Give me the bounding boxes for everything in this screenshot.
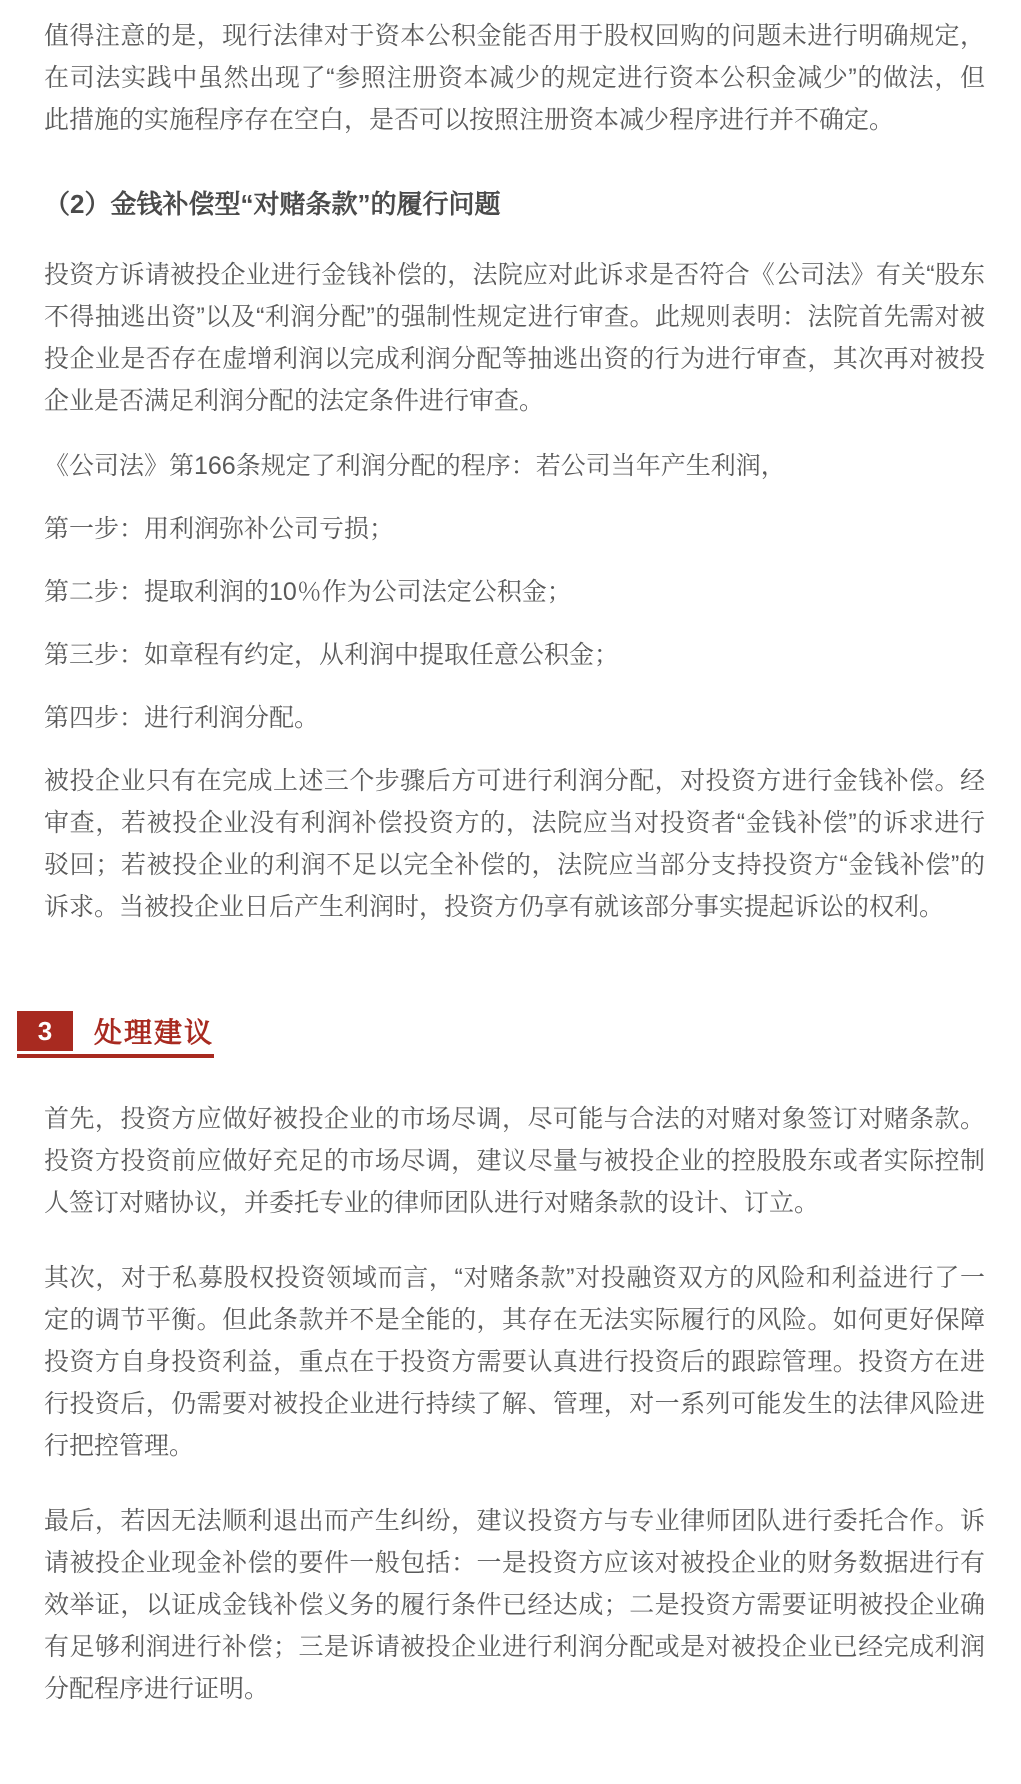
subheading-money-compensation-clause: （2）金钱补偿型“对赌条款”的履行问题 xyxy=(44,189,501,219)
step-line-3: 第三步：如章程有约定，从利润中提取任意公积金； xyxy=(44,641,620,669)
advice-paragraph-first: 首先，投资方应做好被投企业的市场尽调，尽可能与合法的对赌对象签订对赌条款。投资方投资前应做好充足的市场尽调，建议尽量与被投企业的控股股东或者实际控制人签订对赌协议，并委托专业的律师团队进行对赌条款的设计、订立。 xyxy=(44,1105,985,1217)
paragraph-after-steps: 被投企业只有在完成上述三个步骤后方可进行利润分配，对投资方进行金钱补偿。经审查，若被投企业没有利润补偿投资方的，法院应当对投资者“金钱补偿”的诉求进行驳回；若被投企业的利润不足以完全补偿的，法院应当部分支持投资方“金钱补偿”的诉求。当被投企业日后产生利润时，投资方仍享有就该部分事实提起诉讼的权利。 xyxy=(44,767,985,921)
section-number-badge: 3 xyxy=(17,1011,73,1051)
step-line-1: 第一步：用利润弥补公司亏损； xyxy=(44,515,395,543)
step-line-4: 第四步：进行利润分配。 xyxy=(44,704,320,732)
section-title: 处理建议 xyxy=(94,1017,215,1048)
step-line-2: 第二步：提取利润的10％作为公司法定公积金； xyxy=(44,578,572,606)
paragraph-company-law-166: 《公司法》第166条规定了利润分配的程序：若公司当年产生利润， xyxy=(44,452,786,480)
paragraph-capital-reserve: 值得注意的是，现行法律对于资本公积金能否用于股权回购的问题未进行明确规定，在司法实践中虽然出现了“参照注册资本减少的规定进行资本公积金减少”的做法，但此措施的实施程序存在空白，是否可以按照注册资本减少程序进行并不确定。 xyxy=(44,22,985,134)
section-header-advice xyxy=(17,1011,985,1058)
advice-paragraph-last: 最后，若因无法顺利退出而产生纠纷，建议投资方与专业律师团队进行委托合作。诉请被投企业现金补偿的要件一般包括：一是投资方应该对被投企业的财务数据进行有效举证，以证成金钱补偿义务的履行条件已经达成；二是投资方需要证明被投企业确有足够利润进行补偿；三是诉请被投企业进行利润分配或是对被投企业已经完成利润分配程序进行证明。 xyxy=(44,1507,985,1703)
advice-paragraph-second: 其次，对于私募股权投资领域而言，“对赌条款”对投融资双方的风险和利益进行了一定的调节平衡。但此条款并不是全能的，其存在无法实际履行的风险。如何更好保障投资方自身投资利益，重点在于投资方需要认真进行投资后的跟踪管理。投资方在进行投资后，仍需要对被投企业进行持续了解、管理，对一系列可能发生的法律风险进行把控管理。 xyxy=(44,1264,985,1460)
paragraph-court-review: 投资方诉请被投企业进行金钱补偿的，法院应对此诉求是否符合《公司法》有关“股东不得抽逃出资”以及“利润分配”的强制性规定进行审查。此规则表明：法院首先需对被投企业是否存在虚增利润以完成利润分配等抽逃出资的行为进行审查，其次再对被投企业是否满足利润分配的法定条件进行审查。 xyxy=(44,261,985,415)
section-header-row xyxy=(17,1011,985,1051)
section-underline xyxy=(17,1054,214,1058)
